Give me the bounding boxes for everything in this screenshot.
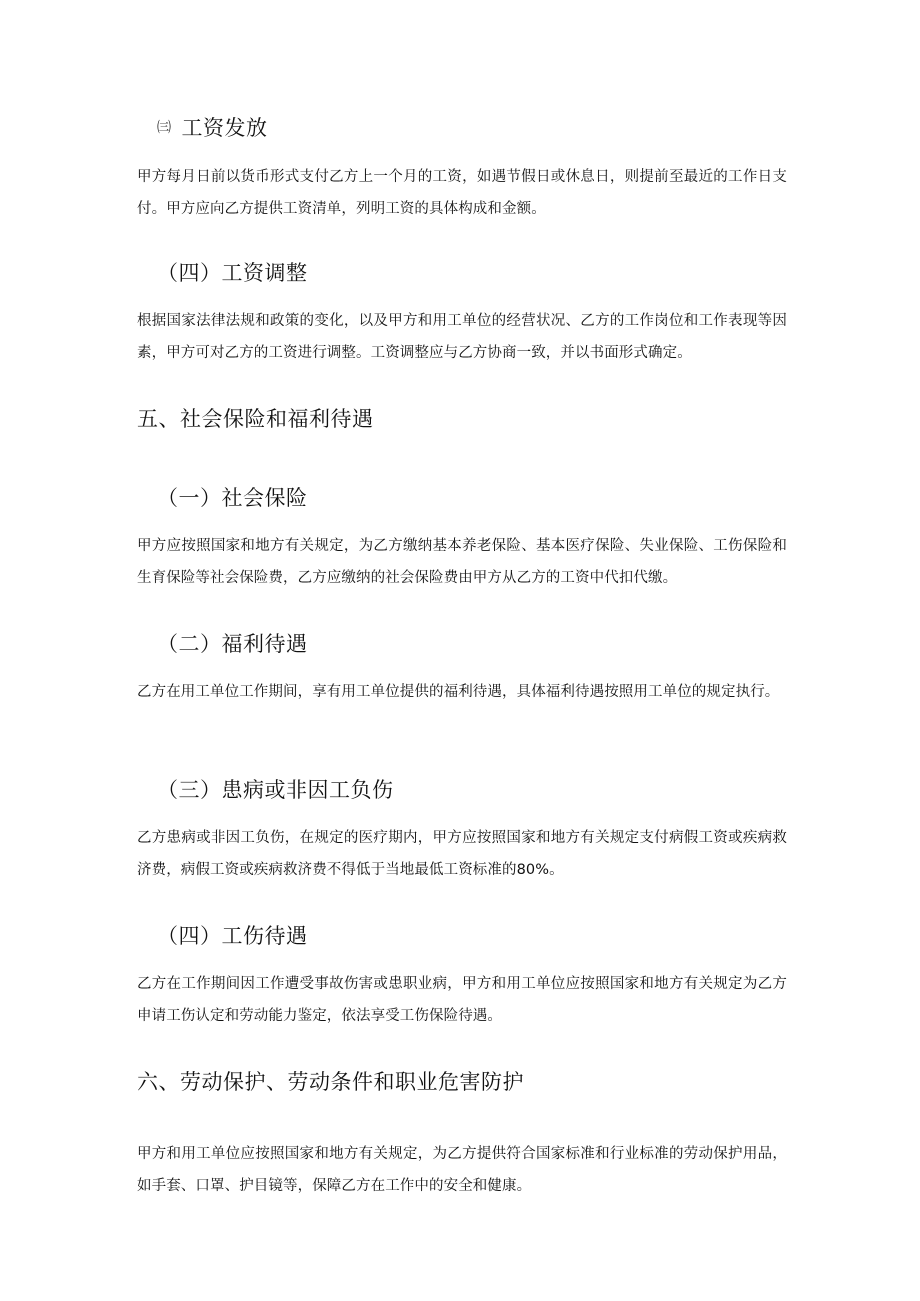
subheading-title: 工资发放 [181,116,268,140]
subheading-number: ㈢ [157,120,172,136]
subheading-wage-payment [157,113,268,143]
paragraph-welfare [137,676,787,708]
paragraph-wage-payment [137,161,787,225]
paragraph-text: 甲方每月日前以货币形式支付乙方上一个月的工资，如遇节假日或休息日，则提前至最近的工作日支付。甲方应向乙方提供工资清单，列明工资的具体构成和金额。 [137,169,787,217]
paragraph-text: 乙方在用工单位工作期间，享有用工单位提供的福利待遇，具体福利待遇按照用工单位的规定执行。 [137,684,780,700]
paragraph-text: 乙方患病或非因工负伤，在规定的医疗期内，甲方应按照国家和地方有关规定支付病假工资或疾病救济费，病假工资或疾病救济费不得低于当地最低工资标准的80%。 [137,830,787,878]
paragraph-work-injury [137,968,787,1032]
paragraph-text: 甲方应按照国家和地方有关规定，为乙方缴纳基本养老保险、基本医疗保险、失业保险、工伤保险和生育保险等社会保险费，乙方应缴纳的社会保险费由甲方从乙方的工资中代扣代缴。 [137,538,787,586]
subheading-welfare: （二）福利待遇 [157,632,308,656]
section-heading-social-insurance: 五、社会保险和福利待遇 [137,407,374,431]
paragraph-text: 根据国家法律法规和政策的变化，以及甲方和用工单位的经营状况、乙方的工作岗位和工作表现等因素，甲方可对乙方的工资进行调整。工资调整应与乙方协商一致，并以书面形式确定。 [137,313,787,361]
subheading-work-injury: （四）工伤待遇 [157,924,308,948]
subheading-social-insurance: （一）社会保险 [157,486,308,510]
paragraph-text: 乙方在工作期间因工作遭受事故伤害或患职业病，甲方和用工单位应按照国家和地方有关规定为乙方申请工伤认定和劳动能力鉴定，依法享受工伤保险待遇。 [137,976,787,1024]
paragraph-social-insurance [137,530,787,594]
paragraph-labor-protection [137,1138,787,1202]
subheading-wage-adjustment: （四）工资调整 [157,261,308,285]
paragraph-illness [137,822,787,886]
section-heading-labor-protection: 六、劳动保护、劳动条件和职业危害防护 [137,1070,524,1094]
paragraph-text: 甲方和用工单位应按照国家和地方有关规定，为乙方提供符合国家标准和行业标准的劳动保护用品，如手套、口罩、护目镜等，保障乙方在工作中的安全和健康。 [137,1146,787,1194]
paragraph-wage-adjustment [137,305,787,369]
subheading-illness: （三）患病或非因工负伤 [157,778,394,802]
